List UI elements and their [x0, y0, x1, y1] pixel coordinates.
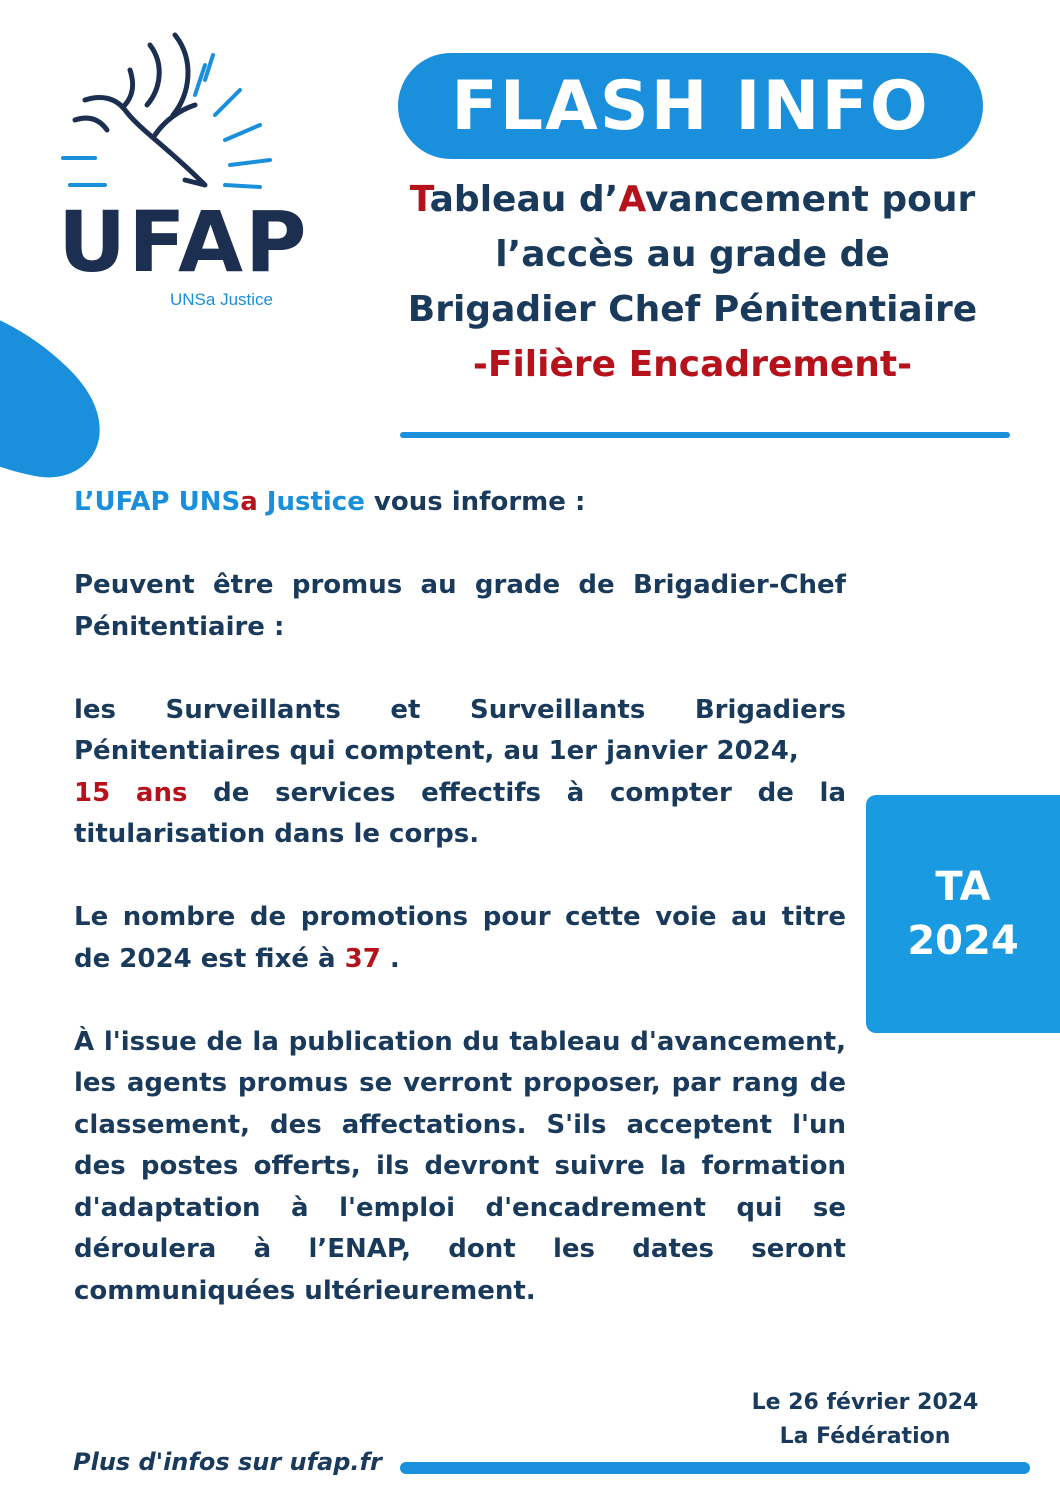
- ufap-logo-icon: [55, 25, 295, 200]
- title-line-1: [395, 172, 990, 227]
- flash-info-banner: FLASH INFO: [398, 53, 983, 159]
- para2-end: de services effectifs à compter de la titularisation dans le corps.: [74, 777, 846, 849]
- intro-a: a: [240, 487, 258, 517]
- intro-justice: Justice: [257, 487, 365, 517]
- intro-rest: vous informe :: [364, 487, 586, 517]
- paragraph-1: Peuvent être promus au grade de Brigadier-Chef Pénitentiaire :: [74, 570, 846, 642]
- paragraph-3: [74, 897, 846, 980]
- body-text: [74, 482, 846, 1354]
- page-title: [395, 172, 990, 392]
- decorative-blob: [0, 290, 110, 480]
- signature-block: [745, 1386, 985, 1454]
- title-initial-a: A: [618, 179, 645, 220]
- ta-year: 2024: [907, 918, 1019, 964]
- para2-start: les Surveillants et Surveillants Brigadiers Pénitentiaires qui comptent, au 1er janvier 2024,: [74, 694, 846, 766]
- intro-ufap: L’UFAP UNS: [74, 487, 241, 517]
- paragraph-4: À l'issue de la publication du tableau d'avancement, les agents promus se verront proposer, par rang de classement, des affectations. S'ils acceptent l'un des postes offerts, ils devront suivre la formation d'adaptation à l'emploi d'encadrement qui se déroulera à l’ENAP, dont les dates seront communiquées ultérieurement.: [74, 1026, 846, 1306]
- ta-label: TA: [935, 864, 991, 910]
- title-text: ableau d’: [429, 179, 619, 220]
- para3-highlight: 37: [344, 943, 381, 974]
- more-info-link[interactable]: Plus d'infos sur ufap.fr: [73, 1448, 382, 1476]
- para2-highlight: 15 ans: [74, 777, 188, 808]
- paragraph-2: [74, 690, 846, 856]
- logo-subtitle: UNSa Justice: [170, 290, 273, 309]
- para3-start: Le nombre de promotions pour cette voie au titre de 2024 est fixé à: [74, 902, 846, 974]
- title-initial-t: T: [409, 179, 430, 220]
- title-line-2: l’accès au grade de: [495, 234, 890, 275]
- date-text: Le 26 février 2024: [751, 1390, 979, 1415]
- ta-badge: [866, 795, 1060, 1033]
- divider-bottom: [400, 1462, 1030, 1474]
- title-text: vancement pour: [644, 179, 976, 220]
- signature-text: La Fédération: [779, 1424, 951, 1449]
- divider-top: [400, 432, 1010, 438]
- para3-end: .: [380, 943, 400, 974]
- title-line-3: Brigadier Chef Pénitentiaire: [407, 289, 978, 330]
- logo-wordmark: UFAP: [58, 193, 309, 291]
- title-subtitle: -Filière Encadrement-: [472, 344, 913, 385]
- intro-line: [74, 482, 846, 524]
